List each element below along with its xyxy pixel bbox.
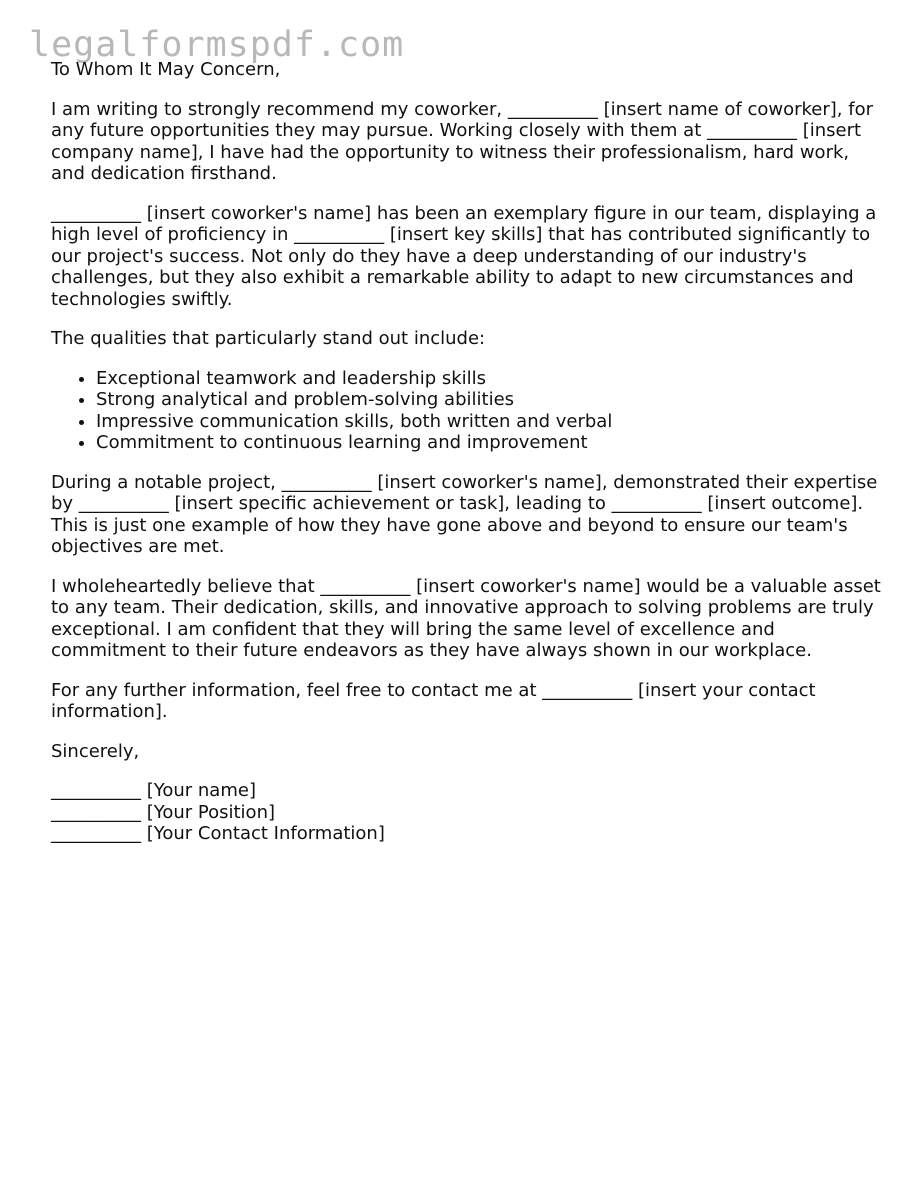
qualities-list bbox=[51, 368, 881, 454]
letter-body bbox=[51, 59, 881, 845]
paragraph-project: During a notable project, __________ [insert coworker's name], demonstrated their expertise by __________ [insert specific achievement or task], leading to __________ [insert outcome]. This is just one example of how they have gone above and beyond to ensure our team's objectives are met. bbox=[51, 471, 878, 557]
watermark: legalformspdf.com bbox=[29, 25, 405, 65]
list-item: • Commitment to continuous learning and improvement bbox=[96, 432, 881, 454]
paragraph-contact: For any further information, feel free to contact me at __________ [insert your contact information]. bbox=[51, 679, 816, 722]
list-item: • Impressive communication skills, both written and verbal bbox=[96, 411, 881, 433]
signature-position-line: __________ [Your Position] bbox=[51, 801, 275, 823]
signature-contact-line: __________ [Your Contact Information] bbox=[51, 823, 385, 844]
signature-block bbox=[51, 780, 881, 845]
signature-name-line: __________ [Your name] bbox=[51, 780, 256, 801]
paragraph-introduction: I am writing to strongly recommend my coworker, __________ [insert name of coworker], for any future opportunities they may pursue. Working closely with them at __________ [insert company name], I have had the opportunity to witness their professionalism, hard work, and dedication firsthand. bbox=[51, 98, 873, 184]
salutation: To Whom It May Concern, bbox=[51, 59, 281, 80]
paragraph-qualities-intro: The qualities that particularly stand out include: bbox=[51, 328, 486, 349]
list-item: • Strong analytical and problem-solving abilities bbox=[96, 389, 881, 411]
list-item: • Exceptional teamwork and leadership skills bbox=[96, 368, 881, 390]
paragraph-proficiency: __________ [insert coworker's name] has been an exemplary figure in our team, displaying a high level of proficiency in __________ [insert key skills] that has contributed significantly to our project's success. Not only do they have a deep understanding of our industry's challenges, but they also exhibit a remarkable ability to adapt to new circumstances and technologies swiftly. bbox=[51, 202, 877, 310]
paragraph-endorsement: I wholeheartedly believe that __________ [insert coworker's name] would be a valuable asset to any team. Their dedication, skills, and innovative approach to solving problems are truly exceptional. I am confident that they will bring the same level of excellence and commitment to their future endeavors as they have always shown in our workplace. bbox=[51, 575, 881, 661]
closing: Sincerely, bbox=[51, 740, 140, 762]
